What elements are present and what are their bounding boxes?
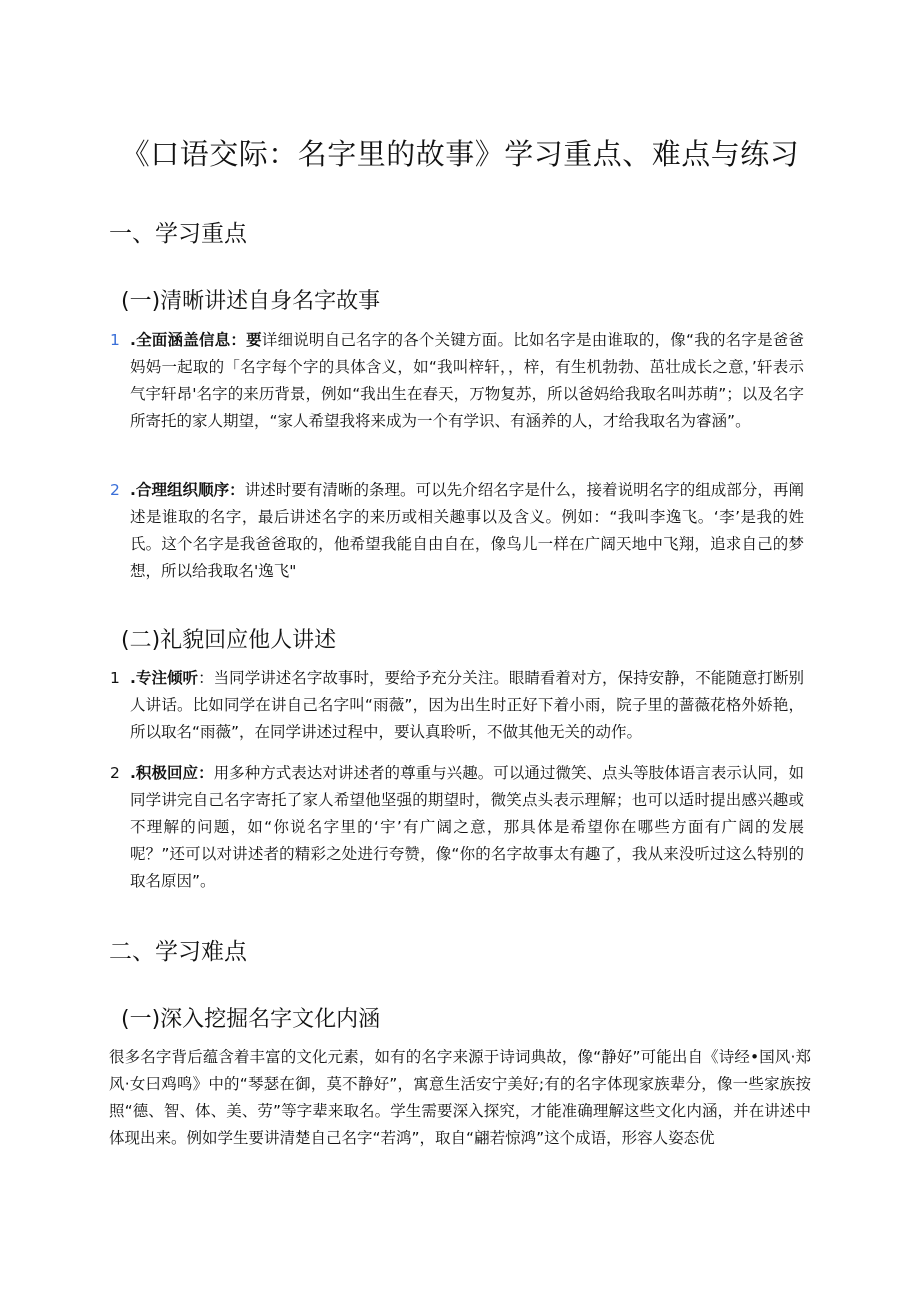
list-item-text: 讲述时要有清晰的条理。可以先介绍名字是什么，接着说明名字的组成部分，再阐述是谁取的名字，最后讲述名字的来历或相关趣事以及含义。例如：“我叫李逸飞。‘李’是我的姓氏。这个名字是我爸爸取的，他希望我能自由自在，像鸟儿一样在广阔天地中飞翔，追求自己的梦想，所以给我取名'逸飞" (130, 481, 804, 580)
list-item (110, 327, 804, 435)
list-item-lead: .积极回应： (130, 764, 214, 782)
list-number: 1 (110, 331, 120, 349)
list-item (110, 665, 804, 746)
list-item-lead: .合理组织顺序： (130, 481, 245, 499)
document-title: 《口语交际：名字里的故事》学习重点、难点与练习 (120, 137, 800, 171)
subsection-heading-culture: (一)深入挖掘名字文化内涵 (121, 1007, 381, 1032)
list-item-text: ：当同学讲述名字故事时，要给予充分关注。眼睛看着对方，保持安静，不能随意打断别人讲话。比如同学在讲自己名字叫“雨薇”，因为出生时正好下着小雨，院子里的蔷薇花格外娇艳，所以取名“雨薇”，在同学讲述过程中，要认真聆听，不做其他无关的动作。 (130, 669, 804, 741)
section-heading-difficulties: 二、学习难点 (109, 939, 247, 965)
list-number: 2 (110, 764, 120, 782)
list-item-text: 用多种方式表达对讲述者的尊重与兴趣。可以通过微笑、点头等肢体语言表示认同，如同学讲完自己名字寄托了家人希望他坚强的期望时，微笑点头表示理解；也可以适时提出感兴趣或不理解的问题，如“你说名字里的‘宇’有广阔之意，那具体是希望你在哪些方面有广阔的发展呢？”还可以对讲述者的精彩之处进行夸赞，像“你的名字故事太有趣了，我从来没听过这么特别的取名原因”。 (130, 764, 804, 890)
list-number: 1 (110, 669, 120, 687)
list-item-lead: .全面涵盖信息：要 (130, 331, 262, 349)
list-item-text: 详细说明自己名字的各个关键方面。比如名字是由谁取的，像“我的名字是爸爸妈妈一起取的「名字每个字的具体含义，如“我叫梓轩，，梓，有生机勃勃、茁壮成长之意，’轩表示气宇轩昂'名字的来历背景，例如“我出生在春天，万物复苏，所以爸妈给我取名叫苏萌”；以及名字所寄托的家人期望，“家人希望我将来成为一个有学识、有涵养的人，才给我取名为睿涵”。 (130, 331, 804, 430)
list-item (110, 477, 804, 585)
section-heading-key-points: 一、学习重点 (109, 221, 247, 247)
body-paragraph: 很多名字背后蕴含着丰富的文化元素，如有的名字来源于诗词典故，像“静好”可能出自《诗经•国风·郑风·女曰鸡鸣》中的“琴瑟在御，莫不静好”，寓意生活安宁美好;有的名字体现家族辈分，像一些家族按照“德、智、体、美、劳”等字辈来取名。学生需要深入探究，才能准确理解这些文化内涵，并在讲述中体现出来。例如学生要讲清楚自己名字“若鸿”，取自“翩若惊鸿”这个成语，形容人姿态优 (109, 1048, 811, 1147)
list-item-lead: .专注倾听 (130, 669, 199, 687)
subsection-heading-respond: (二)礼貌回应他人讲述 (121, 628, 337, 653)
list-number: 2 (110, 481, 120, 499)
subsection-heading-tell-story: (一)清晰讲述自身名字故事 (121, 289, 381, 314)
list-item (110, 760, 804, 895)
